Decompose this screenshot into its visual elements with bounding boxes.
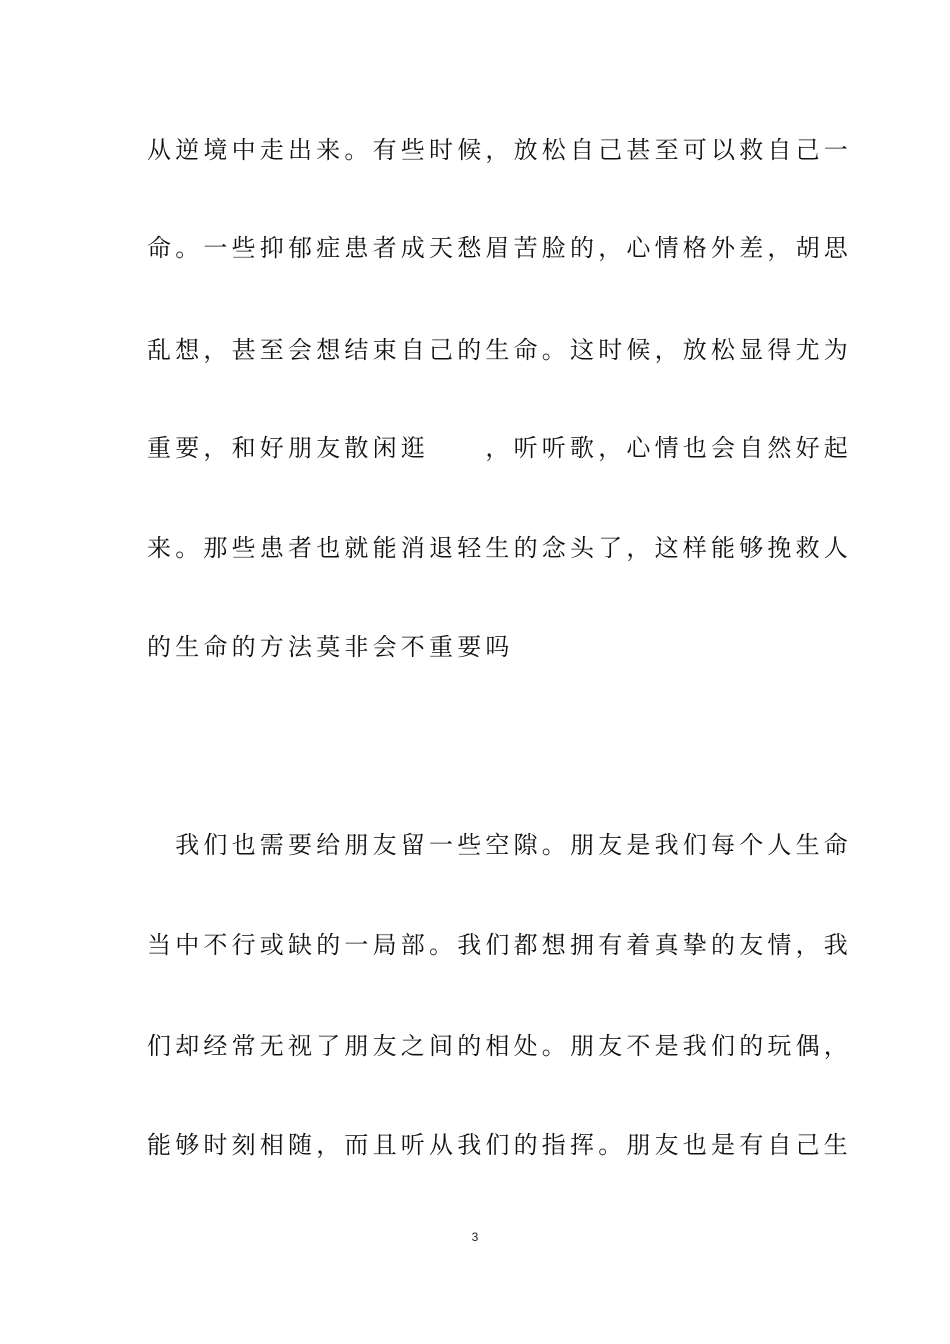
paragraph1-line-6: 的生命的方法莫非会不重要吗 xyxy=(147,633,514,661)
paragraph2-line-4: 能够时刻相随，而且听从我们的指挥。朋友也是有自己生 xyxy=(147,1131,852,1159)
page-number: 3 xyxy=(471,1230,479,1244)
paragraph2-line-2: 当中不行或缺的一局部。我们都想拥有着真挚的友情，我 xyxy=(147,931,852,959)
paragraph1-line-4: 重要，和好朋友散闲逛 ，听听歌，心情也会自然好起 xyxy=(147,434,852,462)
paragraph2-line-1: 我们也需要给朋友留一些空隙。朋友是我们每个人生命 xyxy=(147,831,852,859)
paragraph1-line-1: 从逆境中走出来。有些时候，放松自己甚至可以救自己一 xyxy=(147,136,852,164)
paragraph1-line-3: 乱想，甚至会想结束自己的生命。这时候，放松显得尤为 xyxy=(147,336,852,364)
paragraph1-line-2: 命。一些抑郁症患者成天愁眉苦脸的，心情格外差，胡思 xyxy=(147,234,852,262)
paragraph2-line-3: 们却经常无视了朋友之间的相处。朋友不是我们的玩偶， xyxy=(147,1032,852,1060)
paragraph1-line-5: 来。那些患者也就能消退轻生的念头了，这样能够挽救人 xyxy=(147,534,852,562)
